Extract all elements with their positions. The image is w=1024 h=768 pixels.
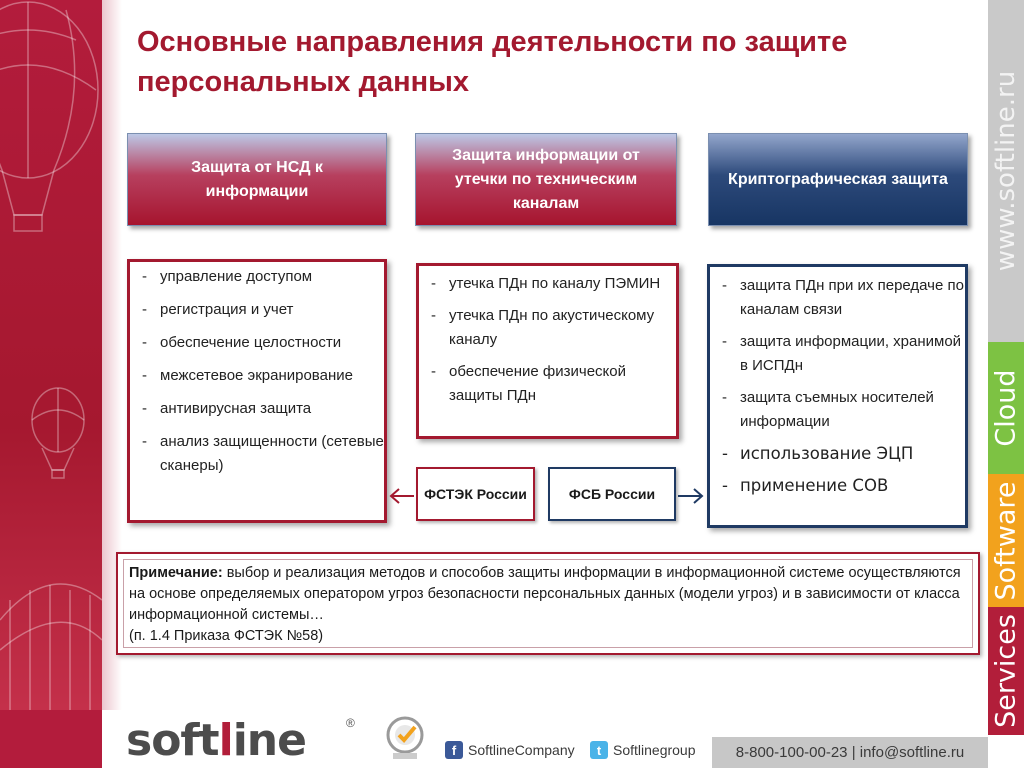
list-item: - управление доступом bbox=[130, 265, 384, 289]
list-item: - межсетевое экранирование bbox=[130, 364, 384, 388]
fsb-authority-box: ФСБ России bbox=[548, 467, 676, 521]
note-reference: (п. 1.4 Приказа ФСТЭК №58) bbox=[129, 628, 324, 644]
list-item: - обеспечение целостности bbox=[130, 331, 384, 355]
logo-main-text: soft bbox=[126, 715, 219, 766]
twitter-handle: Softlinegroup bbox=[613, 742, 696, 758]
list-item: - использование ЭЦП bbox=[710, 442, 965, 466]
header-nsd-protection: Защита от НСД к информации bbox=[127, 133, 387, 226]
logo-end-text: ine bbox=[232, 715, 306, 766]
list-item: - обеспечение физической защиты ПДн bbox=[419, 360, 676, 408]
balloon-decor-icon bbox=[0, 0, 102, 710]
left-decor-band bbox=[0, 0, 102, 710]
contact-info: 8-800-100-00-23 | info@softline.ru bbox=[712, 737, 988, 768]
list-item: - защита съемных носителей информации bbox=[710, 386, 965, 434]
slide-title: Основные направления деятельности по защите персональных данных bbox=[137, 26, 848, 98]
list-item: - утечка ПДн по каналу ПЭМИН bbox=[419, 272, 676, 296]
arrow-left-icon bbox=[391, 489, 414, 503]
services-section bbox=[988, 607, 1024, 735]
twitter-link[interactable] bbox=[590, 741, 696, 759]
facebook-handle: SoftlineCompany bbox=[468, 742, 575, 758]
header-leak-protection: Защита информации от утечки по техническим каналам bbox=[415, 133, 677, 226]
fstek-authority-box: ФСТЭК России bbox=[416, 467, 535, 521]
software-text: Software bbox=[990, 480, 1022, 601]
website-text: www.softline.ru bbox=[991, 70, 1021, 272]
list-item: - защита ПДн при их передаче по каналам связи bbox=[710, 274, 965, 322]
website-link[interactable] bbox=[988, 0, 1024, 342]
list-item: - применение СОВ bbox=[710, 474, 965, 498]
nsd-measures-list bbox=[127, 259, 387, 523]
leak-measures-list bbox=[416, 263, 679, 439]
note-text: выбор и реализация методов и способов защиты информации в информационной системе осуществляются на основе определяемых оператором угроз безопасности персональных данных (модели угроз) и в зависимости от класса информационной системы… bbox=[129, 565, 961, 623]
twitter-icon: t bbox=[590, 741, 608, 759]
footer bbox=[0, 710, 988, 768]
software-section bbox=[988, 474, 1024, 607]
list-item: - утечка ПДн по акустическому каналу bbox=[419, 304, 676, 352]
note-label: Примечание: bbox=[129, 565, 223, 581]
logo-accent-text: l bbox=[218, 715, 233, 766]
registered-mark: ® bbox=[346, 716, 355, 730]
services-text: Services bbox=[990, 614, 1022, 728]
sgs-certification-icon bbox=[385, 715, 429, 761]
arrow-right-icon bbox=[678, 489, 702, 503]
note-box bbox=[116, 552, 980, 655]
footer-left-band bbox=[0, 710, 102, 768]
list-item: - антивирусная защита bbox=[130, 397, 384, 421]
cloud-section bbox=[988, 342, 1024, 474]
softline-logo bbox=[126, 715, 306, 766]
list-item: - анализ защищенности (сетевые сканеры) bbox=[130, 430, 384, 478]
list-item: - регистрация и учет bbox=[130, 298, 384, 322]
facebook-icon: f bbox=[445, 741, 463, 759]
facebook-link[interactable] bbox=[445, 741, 575, 759]
authority-arrows bbox=[380, 480, 720, 510]
cloud-text: Cloud bbox=[990, 369, 1022, 447]
brand-sidebar bbox=[988, 0, 1024, 735]
list-item: - защита информации, хранимой в ИСПДн bbox=[710, 330, 965, 378]
note-content bbox=[123, 559, 973, 648]
header-crypto-protection: Криптографическая защита bbox=[708, 133, 968, 226]
crypto-measures-list bbox=[707, 264, 968, 528]
